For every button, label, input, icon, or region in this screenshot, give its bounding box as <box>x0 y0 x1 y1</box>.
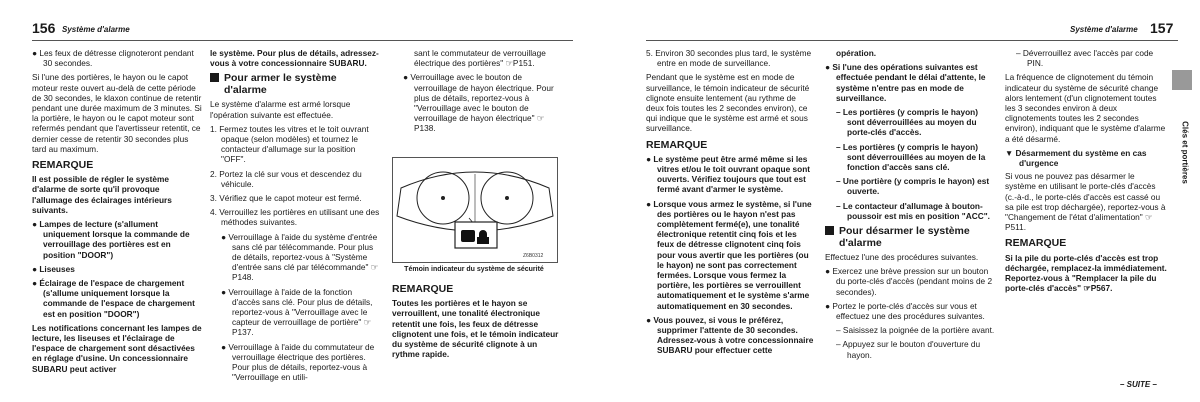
paragraph: Les notifications concernant les lampes de lecture, les liseuses et l'éclairage de l'espace de chargement sont désactivées en réglage d'usine. Un concessionnaire SUBARU peut activer <box>32 322 202 374</box>
remark-heading: REMARQUE <box>646 138 708 151</box>
paragraph: Si l'une des portières, le hayon ou le capot moteur reste ouvert au-delà de cette période de 30 secondes, le klaxon continue de retentir pendant une durée maximum de 3 minutes. Si la portière, le hayon ou le capot moteur sont refermés pendant que l'avertisseur retentit, ce dernier cesse de retentir 30 secondes plus tard au maximum. <box>32 72 202 154</box>
list-item: ● Verrouillage à l'aide du commutateur de verrouillage électrique des portières. Pour plus de détails, reportez-vous à "Verrouillage en utili- <box>221 341 375 383</box>
left-header <box>32 18 573 41</box>
list-item: – Saisissez la poignée de la portière avant. <box>836 325 995 336</box>
list-item: ● Portez le porte-clés d'accès sur vous et effectuez une des procédures suivantes. <box>825 300 985 322</box>
column-6 <box>1005 48 1167 297</box>
continued-marker: – SUITE – <box>1120 380 1157 389</box>
column-2 <box>210 48 382 386</box>
subsection-heading: ▼ Désarmement du système en cas d'urgence <box>1005 147 1147 169</box>
paragraph: opération. <box>836 48 877 58</box>
column-5 <box>825 48 995 364</box>
paragraph: Le système d'alarme est armé lorsque l'opération suivante est effectuée. <box>210 99 351 120</box>
section-heading: Pour désarmer le système d'alarme <box>825 225 995 249</box>
remark-heading: REMARQUE <box>1005 237 1067 250</box>
list-item: – Les portières (y compris le hayon) sont déverrouillées au moyen du porte-clés d'accès. <box>836 107 979 138</box>
list-item: ● Vous pouvez, si vous le préférez, supprimer l'attente de 30 secondes. Adressez-vous à votre concessionnaire SUBARU pour effectuer cette <box>646 314 814 356</box>
page-number: 157 <box>1150 20 1174 36</box>
square-bullet-icon <box>210 73 219 82</box>
triangle-bullet-icon: ▼ <box>1005 147 1014 158</box>
list-item: – Déverrouillez avec l'accès par code PIN. <box>1016 48 1154 69</box>
step: 1. Fermez toutes les vitres et le toit ouvrant opaque (selon modèles) et tournez le contacteur d'allumage sur la position "OFF". <box>210 123 369 165</box>
list-item: ● Lampes de lecture (s'allument uniquement lorsque la commande de verrouillage des portières est en position "DOOR") <box>32 219 190 260</box>
paragraph: le système. Pour plus de détails, adressez-vous à votre concessionnaire SUBARU. <box>210 48 379 69</box>
paragraph: La fréquence de clignotement du témoin indicateur du système de sécurité change alors lentement (d'un clignotement toutes les 3 secondes environ à deux clignotements toutes les 2 secondes environ), indiquant que le système d'alarme a été désarmé. <box>1005 72 1166 144</box>
figure-caption: Témoin indicateur du système de sécurité <box>404 266 544 273</box>
page-number: 156 <box>32 20 56 36</box>
paragraph: Toutes les portières et le hayon se verrouillent, une tonalité électronique retentit une fois, les feux de détresse clignotent une fois, et le témoin indicateur du système de sécurité clignote à un rythme rapide. <box>392 298 559 360</box>
car-icon <box>461 230 475 242</box>
chapter-label: Clés et portières <box>1180 121 1190 184</box>
page-title: Système d'alarme <box>62 25 130 34</box>
square-bullet-icon <box>825 226 834 235</box>
column-4 <box>646 48 816 360</box>
column-3-lower <box>392 278 560 363</box>
figure-code: Z6B0312 <box>523 253 544 259</box>
right-header <box>646 18 1178 41</box>
list-item: ● Verrouillage avec le bouton de verrouillage de hayon électrique. Pour plus de détails, reportez-vous à "Verrouillage avec le bouton de verrouillage de hayon électrique" ☞P138. <box>403 72 554 134</box>
list-item: ● Le système peut être armé même si les vitres et/ou le toit ouvrant opaque sont ouverts. Vérifiez toujours que tout est fermé avant d'armer le système. <box>646 153 811 195</box>
paragraph: Pendant que le système est en mode de surveillance, le témoin indicateur de sécurité clignote ensuite lentement (au rythme de deux fois toutes les 2 secondes environ), ce qui indique que le système est armé et sous surveillance. <box>646 72 810 134</box>
list-item: ● Liseuses <box>32 263 75 274</box>
instrument-cluster-illustration <box>393 158 557 262</box>
list-item: ● Verrouillage à l'aide de la fonction d'accès sans clé. Pour plus de détails, reportez-vous à "Verrouillage avec le capteur de verrouillage de portière" ☞P137. <box>221 286 373 338</box>
list-item: – Les portières (y compris le hayon) sont déverrouillées au moyen de la fonction d'accès sans clé. <box>836 141 986 173</box>
step: 3. Vérifiez que le capot moteur est fermé. <box>210 193 362 204</box>
right-page <box>600 0 1200 402</box>
step: 5. Environ 30 secondes plus tard, le système entre en mode de surveillance. <box>646 48 812 69</box>
security-indicator-figure <box>392 157 558 263</box>
list-item: ● Exercez une brève pression sur un bouton du porte-clés d'accès (pendant moins de 2 secondes). <box>825 266 993 297</box>
section-heading: Pour armer le système d'alarme <box>210 72 382 96</box>
step: 2. Portez la clé sur vous et descendez du véhicule. <box>210 168 362 189</box>
list-item: ● Éclairage de l'espace de chargement (s'allume uniquement lorsque la commande de l'espace de chargement est en position "DOOR") <box>32 278 195 319</box>
paragraph: Si la pile du porte-clés d'accès est trop déchargée, remplacez-la immédiatement. Reportez-vous à "Remplacer la pile du porte-clés d'accès" ☞P567. <box>1005 252 1167 294</box>
list-item: ● Verrouillage à l'aide du système d'entrée sans clé par télécommande. Pour plus de détails, reportez-vous à "Système d'entrée sans clé par télécommande" ☞P148. <box>221 231 379 283</box>
paragraph: Si vous ne pouvez pas désarmer le système en utilisant le porte-clés d'accès (c.-à-d., le porte-clés d'accès est cassé ou sa pile est trop déchargée), reportez-vous à "Changement de l'état d'alimentation" ☞P511. <box>1005 171 1166 233</box>
paragraph: Il est possible de régler le système d'alarme de sorte qu'il provoque l'allumage des éclairages intérieurs suivants. <box>32 174 172 215</box>
list-item: – Appuyez sur le bouton d'ouverture du hayon. <box>836 339 981 360</box>
step: 4. Verrouillez les portières en utilisant une des méthodes suivantes. <box>210 207 380 228</box>
paragraph: Effectuez l'une des procédures suivantes. <box>825 252 979 263</box>
list-item: ● Lorsque vous armez le système, si l'une des portières ou le hayon n'est pas complètement fermé(e), une tonalité électronique retentit cinq fois et les feux de détresse clignotent cinq fois pour vous avertir que les portières (ou le hayon) ne sont pas correctement fermées. Lorsque vous fermez la portière, les portières se verrouillent automatiquement et le système s'arme automatiquement en 30 secondes. <box>646 198 812 311</box>
remark-heading: REMARQUE <box>32 159 94 172</box>
list-item: – Une portière (y compris le hayon) est ouverte. <box>836 176 990 197</box>
column-1 <box>32 48 202 378</box>
remark-heading: REMARQUE <box>392 283 454 295</box>
page-title: Système d'alarme <box>1070 25 1138 34</box>
column-3 <box>392 48 560 138</box>
paragraph: sant le commutateur de verrouillage électrique des portières" ☞P151. <box>414 48 546 69</box>
list-item: – Le contacteur d'allumage à bouton-poussoir est mis en position "ACC". <box>836 200 990 221</box>
chapter-tab <box>1172 70 1192 90</box>
list-item: ● Les feux de détresse clignoteront pendant 30 secondes. <box>32 48 194 69</box>
list-item: ● Si l'une des opérations suivantes est effectuée pendant le délai d'attente, le système n'entre pas en mode de surveillance. <box>825 62 986 103</box>
